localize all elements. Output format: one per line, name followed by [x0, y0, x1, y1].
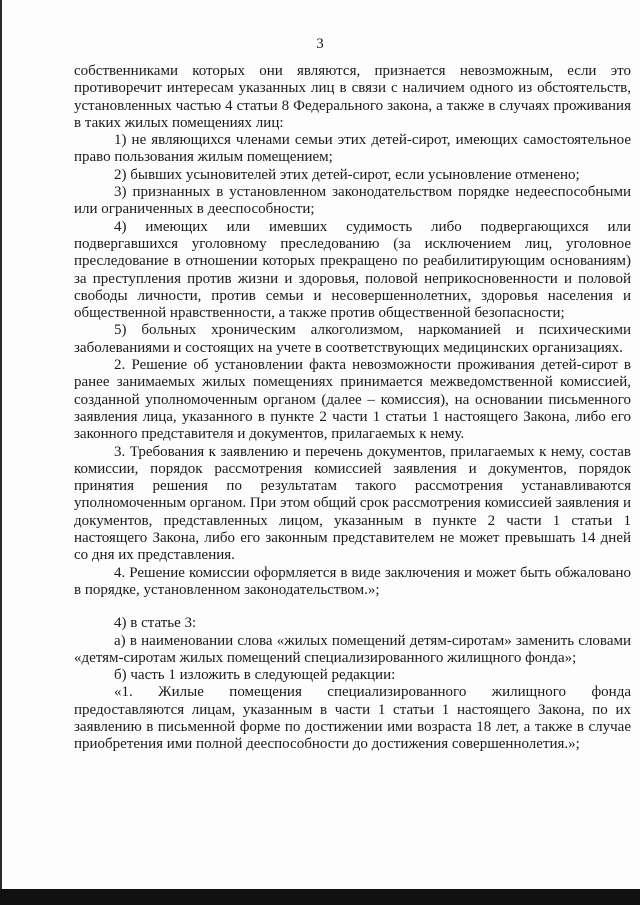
- paragraph: 3) признанных в установленном законодательством порядке недееспособными или ограниченных в дееспособности;: [74, 184, 631, 218]
- paragraph: собственниками которых они являются, признается невозможным, если это противоречит интересам указанных лиц в связи с наличием одного из обстоятельств, установленных частью 4 статьи 8 Федерального закона, а также в случаях проживания в таких жилых помещениях лиц:: [74, 63, 631, 131]
- paragraph: «1. Жилые помещения специализированного жилищного фонда предоставляются лицам, указанным в части 1 статьи 1 настоящего Закона, по их заявлению в письменной форме по достижении ими возраста 18 лет, а также в случае приобретения ими полной дееспособности до достижения совершеннолетия.»;: [74, 684, 631, 753]
- paragraph: 2) бывших усыновителей этих детей-сирот, если усыновление отменено;: [114, 166, 580, 183]
- paragraph: 2. Решение об установлении факта невозможности проживания детей-сирот в ранее занимаемых жилых помещениях принимается межведомственной комиссией, созданной уполномоченным органом (далее – комиссия), на основании письменного заявления лица, указанного в пункте 2 части 1 статьи 1 настоящего Закона, либо его законного представителя и документов, прилагаемых к нему.: [74, 357, 631, 443]
- paragraph: 4) в статье 3:: [114, 615, 197, 632]
- paragraph: 1) не являющихся членами семьи этих детей-сирот, имеющих самостоятельное право пользования жилым помещением;: [74, 132, 631, 166]
- page-number: 3: [316, 36, 324, 52]
- paragraph: 3. Требования к заявлению и перечень документов, прилагаемых к нему, состав комиссии, порядок рассмотрения комиссией заявления и документов, порядок принятия решения по результатам такого рассмотрения устанавливаются уполномоченным органом. При этом общий срок рассмотрения комиссией заявления и документов, представленных лицом, указанным в пункте 2 части 1 статьи 1 настоящего Закона, либо его законным представителем не может превышать 14 дней со дня их представления.: [74, 443, 631, 564]
- document-body: [74, 63, 631, 754]
- scan-left-edge: [0, 0, 2, 905]
- paragraph: б) часть 1 изложить в следующей редакции:: [114, 667, 396, 684]
- paragraph: 5) больных хроническим алкоголизмом, наркоманией и психическими заболеваниями и состоящих на учете в соответствующих медицинских организациях.: [74, 322, 631, 356]
- scan-bottom-bar: [0, 889, 640, 905]
- paragraph: 4) имеющих или имевших судимость либо подвергающихся или подвергавшихся уголовному преследованию (за исключением лиц, уголовное преследование в отношении которых прекращено по реабилитирующим основаниям) за преступления против жизни и здоровья, половой неприкосновенности и половой свободы личности, против семьи и несовершеннолетних, здоровья населения и общественной нравственности, а также против общественной безопасности;: [74, 218, 631, 322]
- paragraph: а) в наименовании слова «жилых помещений детям-сиротам» заменить словами «детям-сиротам жилых помещений специализированного жилищного фонда»;: [74, 632, 631, 666]
- paragraph: 4. Решение комиссии оформляется в виде заключения и может быть обжаловано в порядке, установленном законодательством.»;: [74, 564, 631, 598]
